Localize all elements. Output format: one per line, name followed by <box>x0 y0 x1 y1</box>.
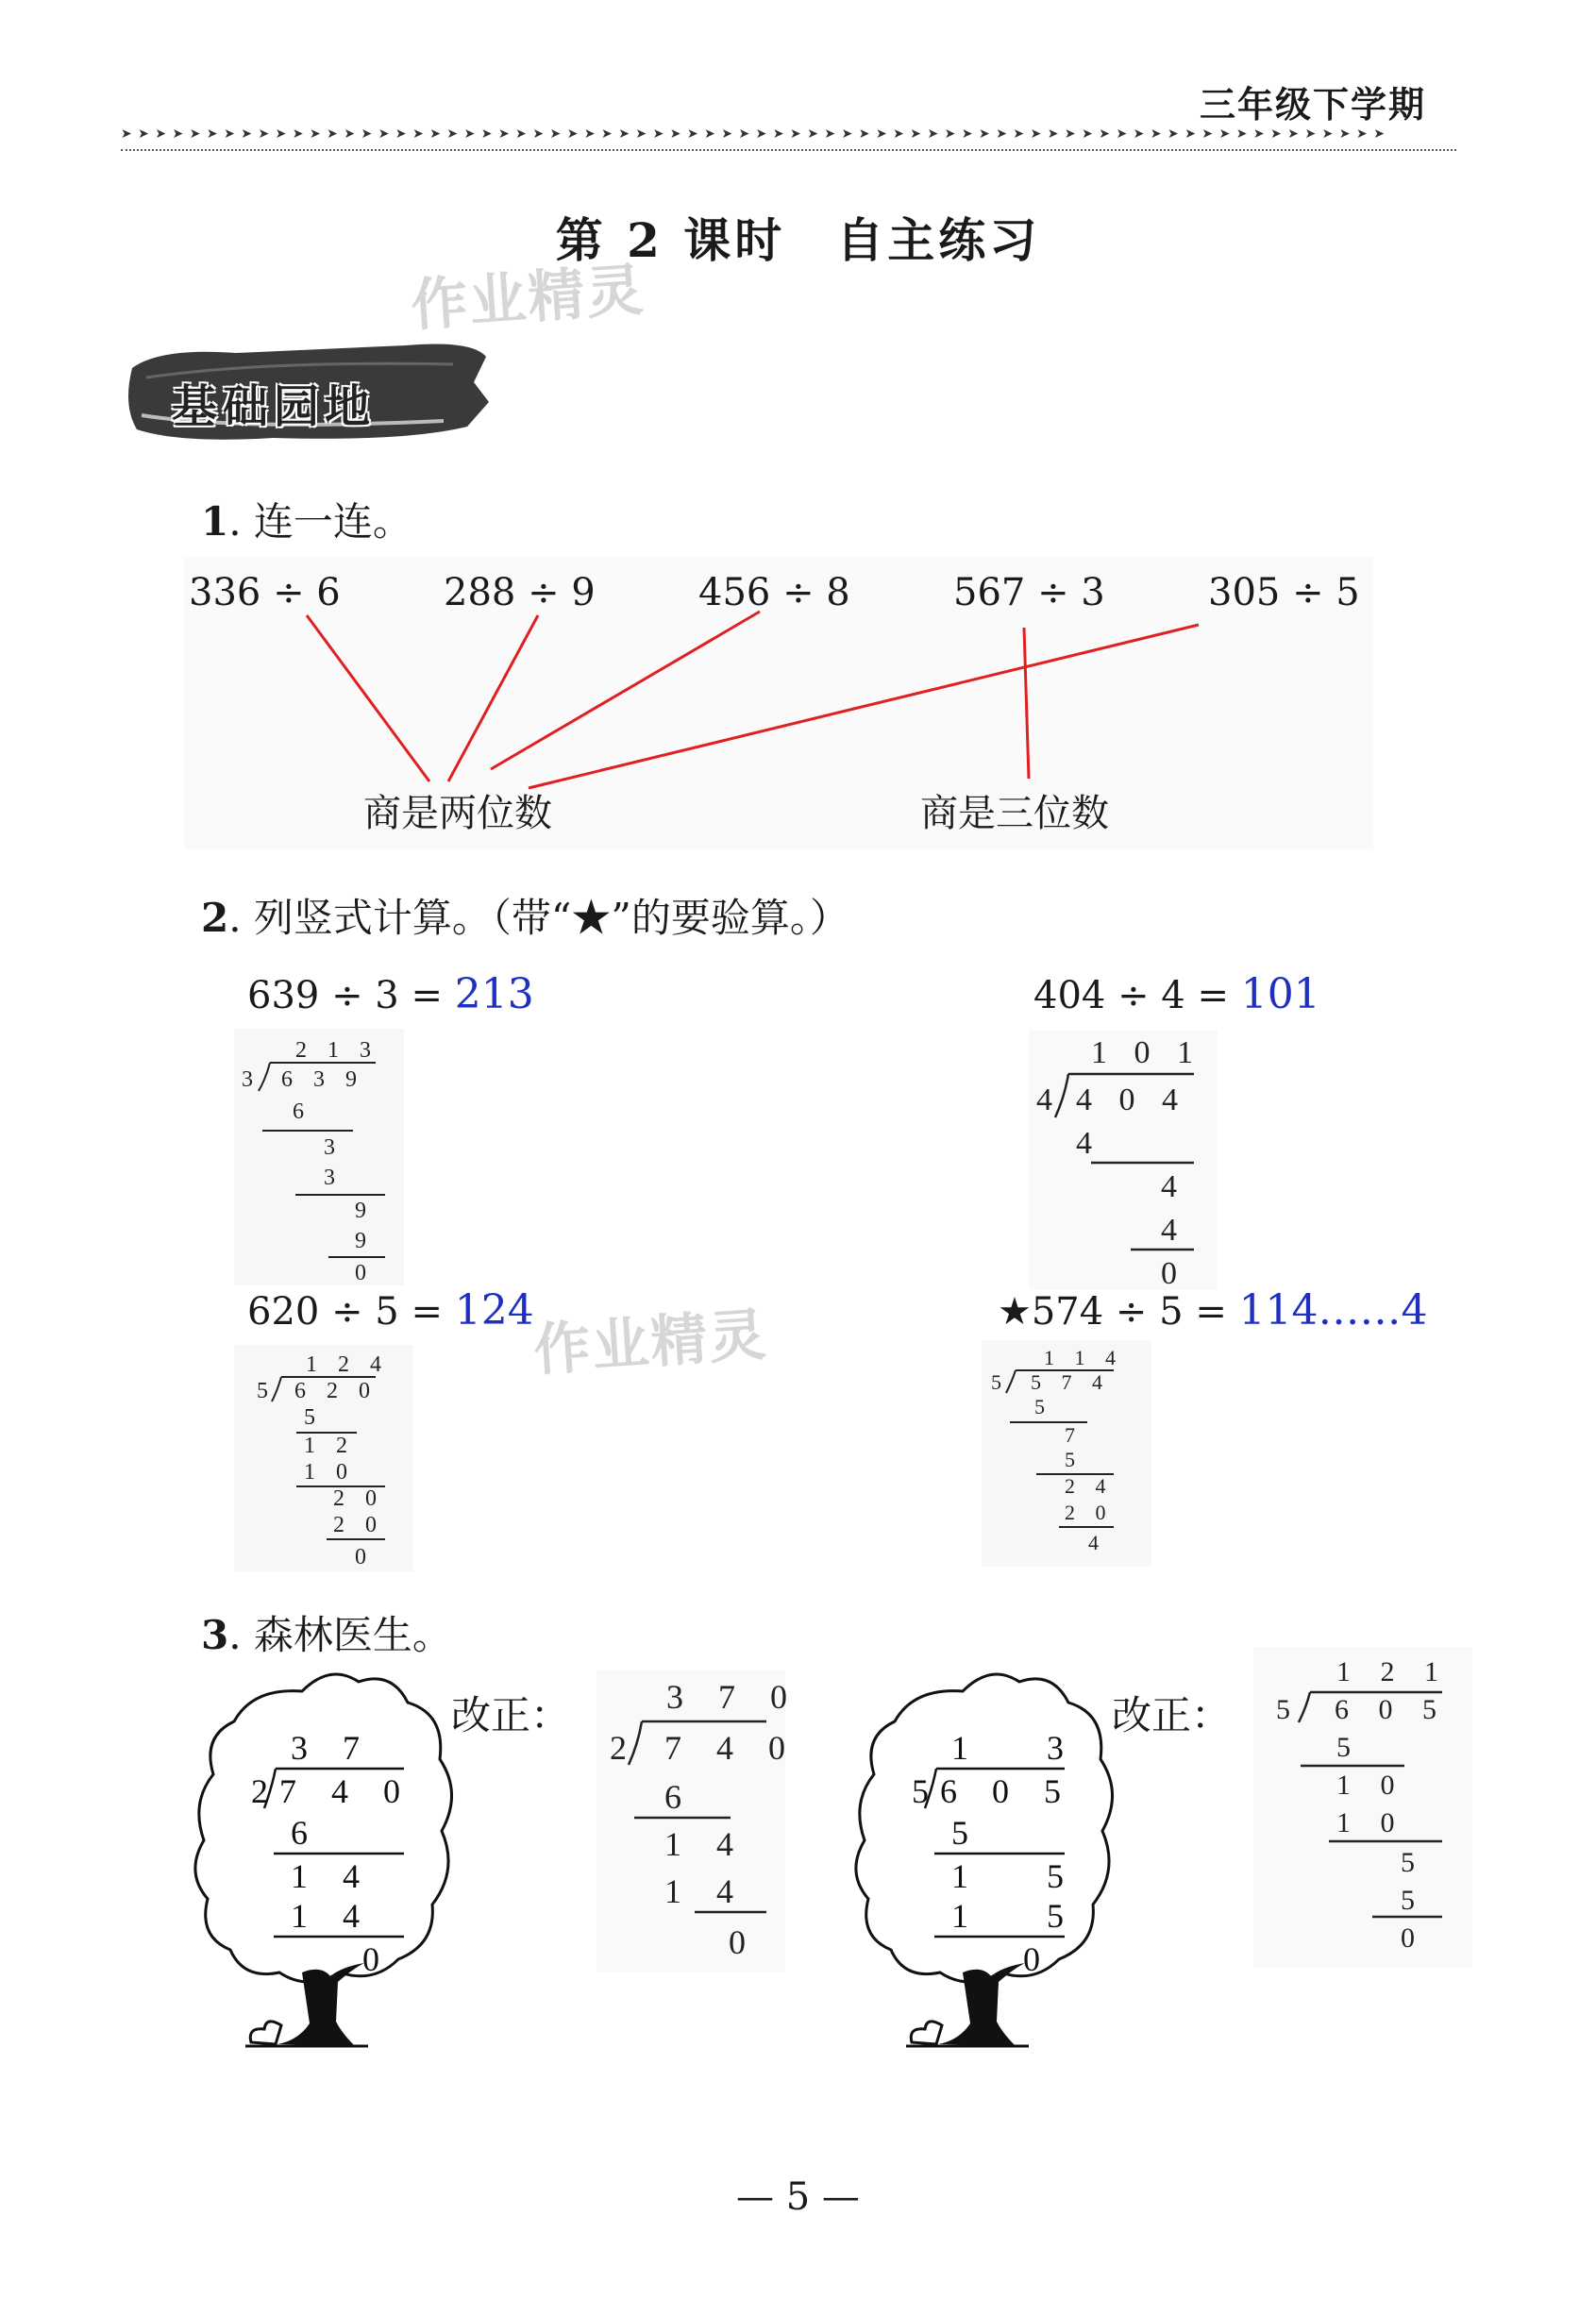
svg-text:0: 0 <box>355 1261 366 1285</box>
svg-text:3: 3 <box>324 1135 335 1160</box>
svg-text:1 2: 1 2 <box>304 1434 355 1458</box>
svg-text:5: 5 <box>912 1772 929 1810</box>
svg-text:6 0 5: 6 0 5 <box>940 1772 1074 1810</box>
fix-label-2: 改正： <box>1112 1692 1232 1738</box>
wrong-division-740 <box>245 1727 425 1982</box>
svg-text:5: 5 <box>1401 1885 1415 1916</box>
svg-text:5: 5 <box>1034 1395 1045 1418</box>
svg-text:1 0: 1 0 <box>304 1460 355 1485</box>
svg-text:5: 5 <box>1401 1847 1415 1878</box>
svg-text:1 0: 1 0 <box>1336 1807 1406 1838</box>
svg-text:4 0 4: 4 0 4 <box>1076 1082 1187 1117</box>
svg-text:7: 7 <box>1065 1423 1075 1447</box>
svg-text:1 5: 1 5 <box>951 1857 1077 1895</box>
corrected-division-740 <box>596 1670 800 1972</box>
svg-text:0: 0 <box>355 1545 366 1569</box>
svg-text:5: 5 <box>991 1370 1001 1394</box>
svg-text:5 7 4: 5 7 4 <box>1031 1370 1110 1394</box>
svg-text:5: 5 <box>1065 1448 1075 1471</box>
svg-text:3: 3 <box>242 1067 253 1092</box>
svg-text:5: 5 <box>1276 1694 1290 1725</box>
expr-336: 336 ÷ 6 <box>189 571 341 614</box>
svg-text:1 4: 1 4 <box>664 1872 747 1910</box>
question-1: 1. 连一连。 <box>201 498 412 545</box>
line-305 <box>529 625 1199 788</box>
expr-305: 305 ÷ 5 <box>1208 571 1360 614</box>
svg-text:1 4: 1 4 <box>291 1857 373 1895</box>
svg-text:9: 9 <box>355 1229 366 1253</box>
svg-text:1 3: 1 3 <box>951 1729 1077 1767</box>
svg-text:2: 2 <box>251 1772 268 1810</box>
calc-620: 620 ÷ 5 = 124 <box>247 1286 534 1334</box>
calc-639: 639 ÷ 3 = 213 <box>247 970 534 1018</box>
corrected-division-605 <box>1253 1647 1472 1968</box>
watermark: 作业精灵 <box>409 257 647 340</box>
svg-text:7 4 0: 7 4 0 <box>664 1729 798 1767</box>
svg-text:6 0 5: 6 0 5 <box>1335 1694 1448 1725</box>
svg-text:0: 0 <box>1401 1922 1415 1954</box>
svg-text:2 0: 2 0 <box>333 1513 384 1537</box>
svg-text:5: 5 <box>1336 1732 1351 1763</box>
line-567 <box>1024 628 1029 779</box>
watermark: 作业精灵 <box>531 1301 770 1385</box>
long-division-639 <box>234 1029 404 1285</box>
svg-text:1 4: 1 4 <box>291 1897 373 1935</box>
svg-text:6: 6 <box>291 1814 308 1852</box>
svg-text:6: 6 <box>664 1778 681 1816</box>
svg-text:9: 9 <box>355 1199 366 1223</box>
svg-text:4: 4 <box>1088 1531 1099 1554</box>
calc-574: ★574 ÷ 5 = 114……4 <box>998 1286 1428 1334</box>
target-two-digit: 商是两位数 <box>363 792 552 835</box>
svg-text:3: 3 <box>324 1166 335 1190</box>
line-288 <box>448 615 538 781</box>
svg-text:2 1 3: 2 1 3 <box>295 1038 378 1063</box>
svg-text:0: 0 <box>1161 1256 1177 1291</box>
svg-text:1 2 4: 1 2 4 <box>306 1352 389 1377</box>
expr-288: 288 ÷ 9 <box>444 571 596 614</box>
expr-567: 567 ÷ 3 <box>953 571 1105 614</box>
arrow-divider: ➤ ➤ ➤ ➤ ➤ ➤ ➤ ➤ ➤ ➤ ➤ ➤ ➤ ➤ ➤ ➤ ➤ ➤ ➤ ➤ ➤ ➤ ➤ ➤ ➤ ➤ ➤ ➤ ➤ ➤ ➤ ➤ ➤ ➤ ➤ ➤ ➤ ➤ ➤ ➤ ➤ ➤ ➤ ➤ ➤ ➤ ➤ ➤ ➤ ➤ ➤ ➤ ➤ ➤ ➤ ➤ ➤ ➤ ➤ ➤ ➤ ➤ ➤ ➤ ➤ ➤ ➤ ➤ ➤ ➤ ➤ ➤ ➤ ➤ <box>121 126 1386 142</box>
grade-header: 三年级下学期 <box>1199 83 1426 126</box>
match-lines <box>0 0 1596 849</box>
svg-text:2 4: 2 4 <box>1065 1474 1114 1498</box>
svg-text:1 2 1: 1 2 1 <box>1336 1656 1450 1687</box>
svg-text:1 5: 1 5 <box>951 1897 1077 1935</box>
fix-label-1: 改正： <box>451 1692 571 1738</box>
svg-text:5: 5 <box>304 1405 315 1430</box>
svg-text:5: 5 <box>257 1379 268 1403</box>
svg-text:3 7 0: 3 7 0 <box>666 1678 800 1716</box>
svg-text:1 4: 1 4 <box>664 1825 747 1863</box>
long-division-574 <box>982 1340 1151 1567</box>
line-336 <box>307 615 429 781</box>
svg-text:6 3 9: 6 3 9 <box>281 1067 364 1092</box>
target-three-digit: 商是三位数 <box>920 792 1109 835</box>
svg-text:2 0: 2 0 <box>333 1486 384 1511</box>
svg-text:4: 4 <box>1161 1213 1177 1248</box>
line-456 <box>491 612 760 769</box>
svg-text:3 7: 3 7 <box>291 1729 373 1767</box>
svg-text:1 1 4: 1 1 4 <box>1044 1346 1123 1369</box>
svg-text:6: 6 <box>293 1099 304 1124</box>
question-2: 2. 列竖式计算。（带“★”的要验算。） <box>201 895 849 941</box>
svg-text:0: 0 <box>729 1923 746 1961</box>
svg-text:4: 4 <box>1076 1126 1092 1161</box>
svg-text:0: 0 <box>362 1940 379 1978</box>
svg-text:2 0: 2 0 <box>1065 1501 1114 1524</box>
svg-text:1 0 1: 1 0 1 <box>1091 1035 1202 1070</box>
svg-text:5: 5 <box>951 1814 968 1852</box>
svg-text:6 2 0: 6 2 0 <box>294 1379 378 1403</box>
question-3: 3. 森林医生。 <box>201 1612 452 1658</box>
long-division-620 <box>234 1345 413 1571</box>
section-title: 基础园地 <box>172 380 377 433</box>
calc-404: 404 ÷ 4 = 101 <box>1033 970 1320 1018</box>
wrong-division-605 <box>906 1727 1085 1982</box>
long-division-404 <box>1029 1031 1218 1290</box>
svg-text:0: 0 <box>1023 1940 1040 1978</box>
expr-456: 456 ÷ 8 <box>698 571 850 614</box>
svg-text:4: 4 <box>1161 1169 1177 1204</box>
svg-text:4: 4 <box>1036 1082 1052 1117</box>
svg-text:7 4 0: 7 4 0 <box>279 1772 413 1810</box>
svg-text:1 0: 1 0 <box>1336 1770 1406 1801</box>
svg-text:2: 2 <box>610 1729 627 1767</box>
page-title: 第 2 课时 自主练习 <box>555 212 1041 268</box>
page-number: — 5 — <box>736 2175 860 2219</box>
